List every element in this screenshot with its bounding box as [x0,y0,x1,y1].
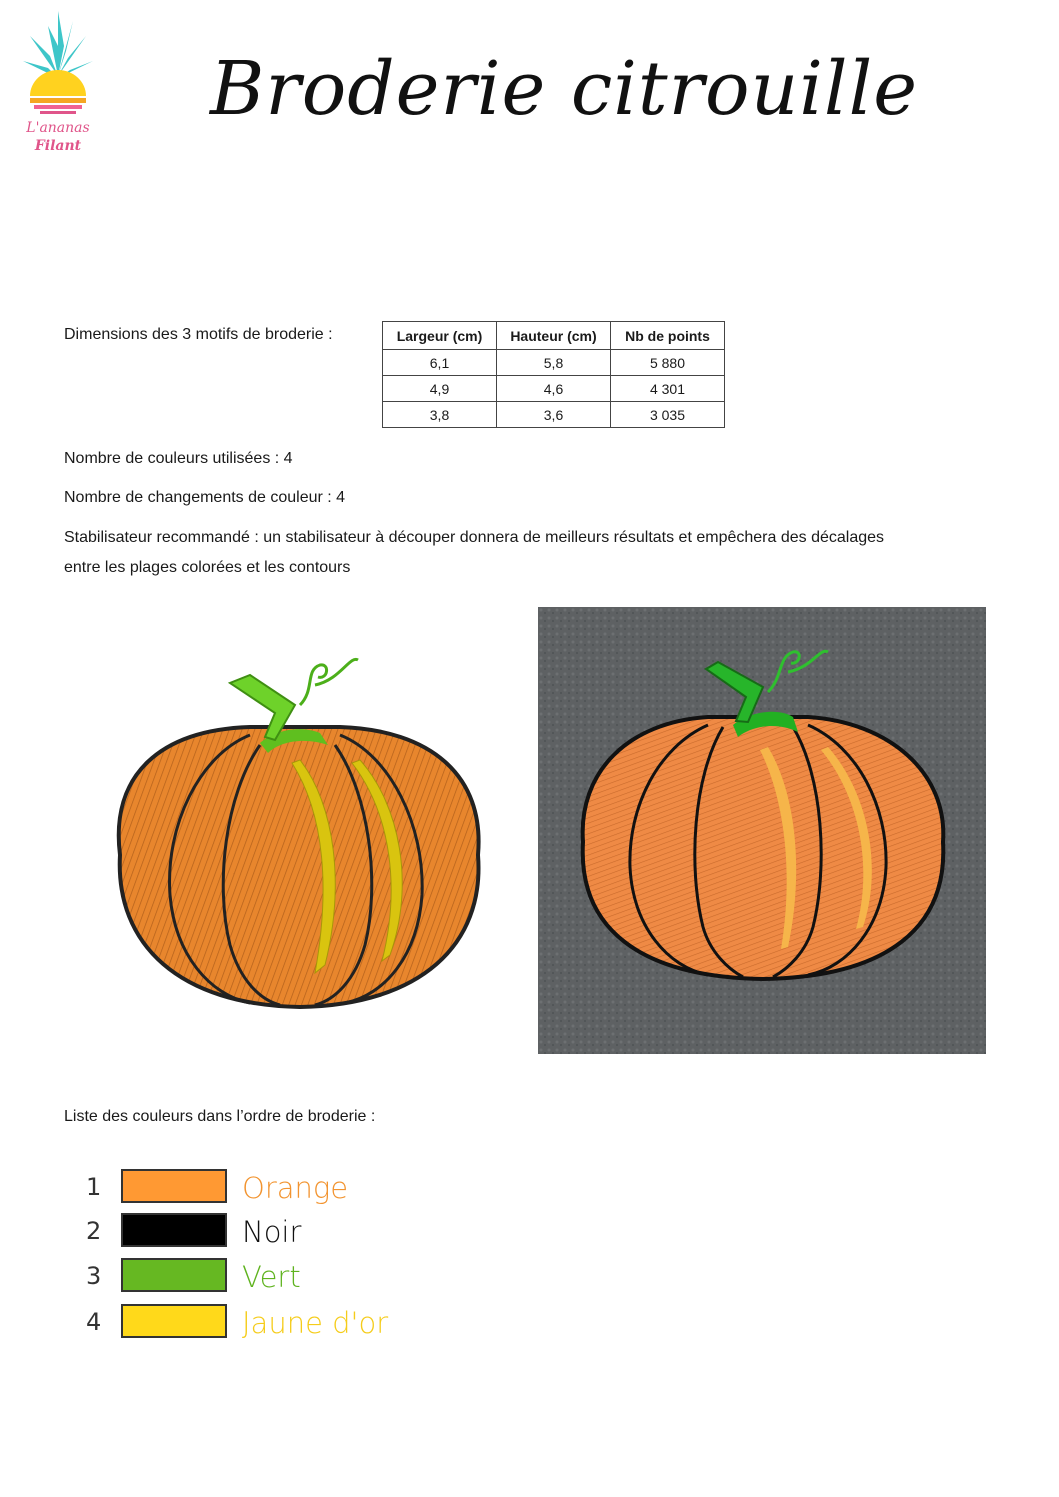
color-number: 2 [86,1217,102,1245]
table-header: Nb de points [611,322,725,350]
color-swatch [121,1169,227,1203]
color-name: Orange [242,1171,349,1205]
table-header-row [383,322,725,350]
pineapple-logo-icon [18,6,98,116]
table-cell: 5,8 [497,350,611,376]
table-header: Hauteur (cm) [497,322,611,350]
logo-text-2: Filant [34,138,82,154]
table-header: Largeur (cm) [383,322,497,350]
table-row [383,350,725,376]
pumpkin-design-image [100,645,490,1015]
page-title: Broderie citrouille [210,46,919,132]
color-swatch [121,1304,227,1338]
table-cell: 3,8 [383,402,497,428]
stabilizer-text-line1: Stabilisateur recommandé : un stabilisateur à découper donnera de meilleurs résultats et empêchera des décalages [64,529,885,546]
table-row [383,376,725,402]
color-list-label: Liste des couleurs dans l’ordre de broderie : [64,1108,376,1125]
logo-text-1: L'ananas [26,120,90,136]
color-swatch [121,1258,227,1292]
color-number: 4 [86,1308,102,1336]
table-cell: 4 301 [611,376,725,402]
color-name: Jaune d'or [242,1306,389,1340]
color-name: Vert [242,1260,301,1294]
color-number: 3 [86,1262,102,1290]
pumpkin-photo-image [538,607,986,1054]
table-cell: 5 880 [611,350,725,376]
color-number: 1 [86,1173,102,1201]
color-swatch [121,1213,227,1247]
table-cell: 4,6 [497,376,611,402]
dimensions-label: Dimensions des 3 motifs de broderie : [64,326,333,343]
color-name: Noir [242,1215,302,1249]
logo [18,6,98,158]
table-row [383,402,725,428]
table-cell: 3,6 [497,402,611,428]
table-cell: 3 035 [611,402,725,428]
table-cell: 4,9 [383,376,497,402]
color-changes-text: Nombre de changements de couleur : 4 [64,489,346,506]
dimensions-table [382,321,725,428]
table-cell: 6,1 [383,350,497,376]
colors-used-text: Nombre de couleurs utilisées : 4 [64,450,293,467]
stabilizer-text-line2: entre les plages colorées et les contours [64,559,351,576]
